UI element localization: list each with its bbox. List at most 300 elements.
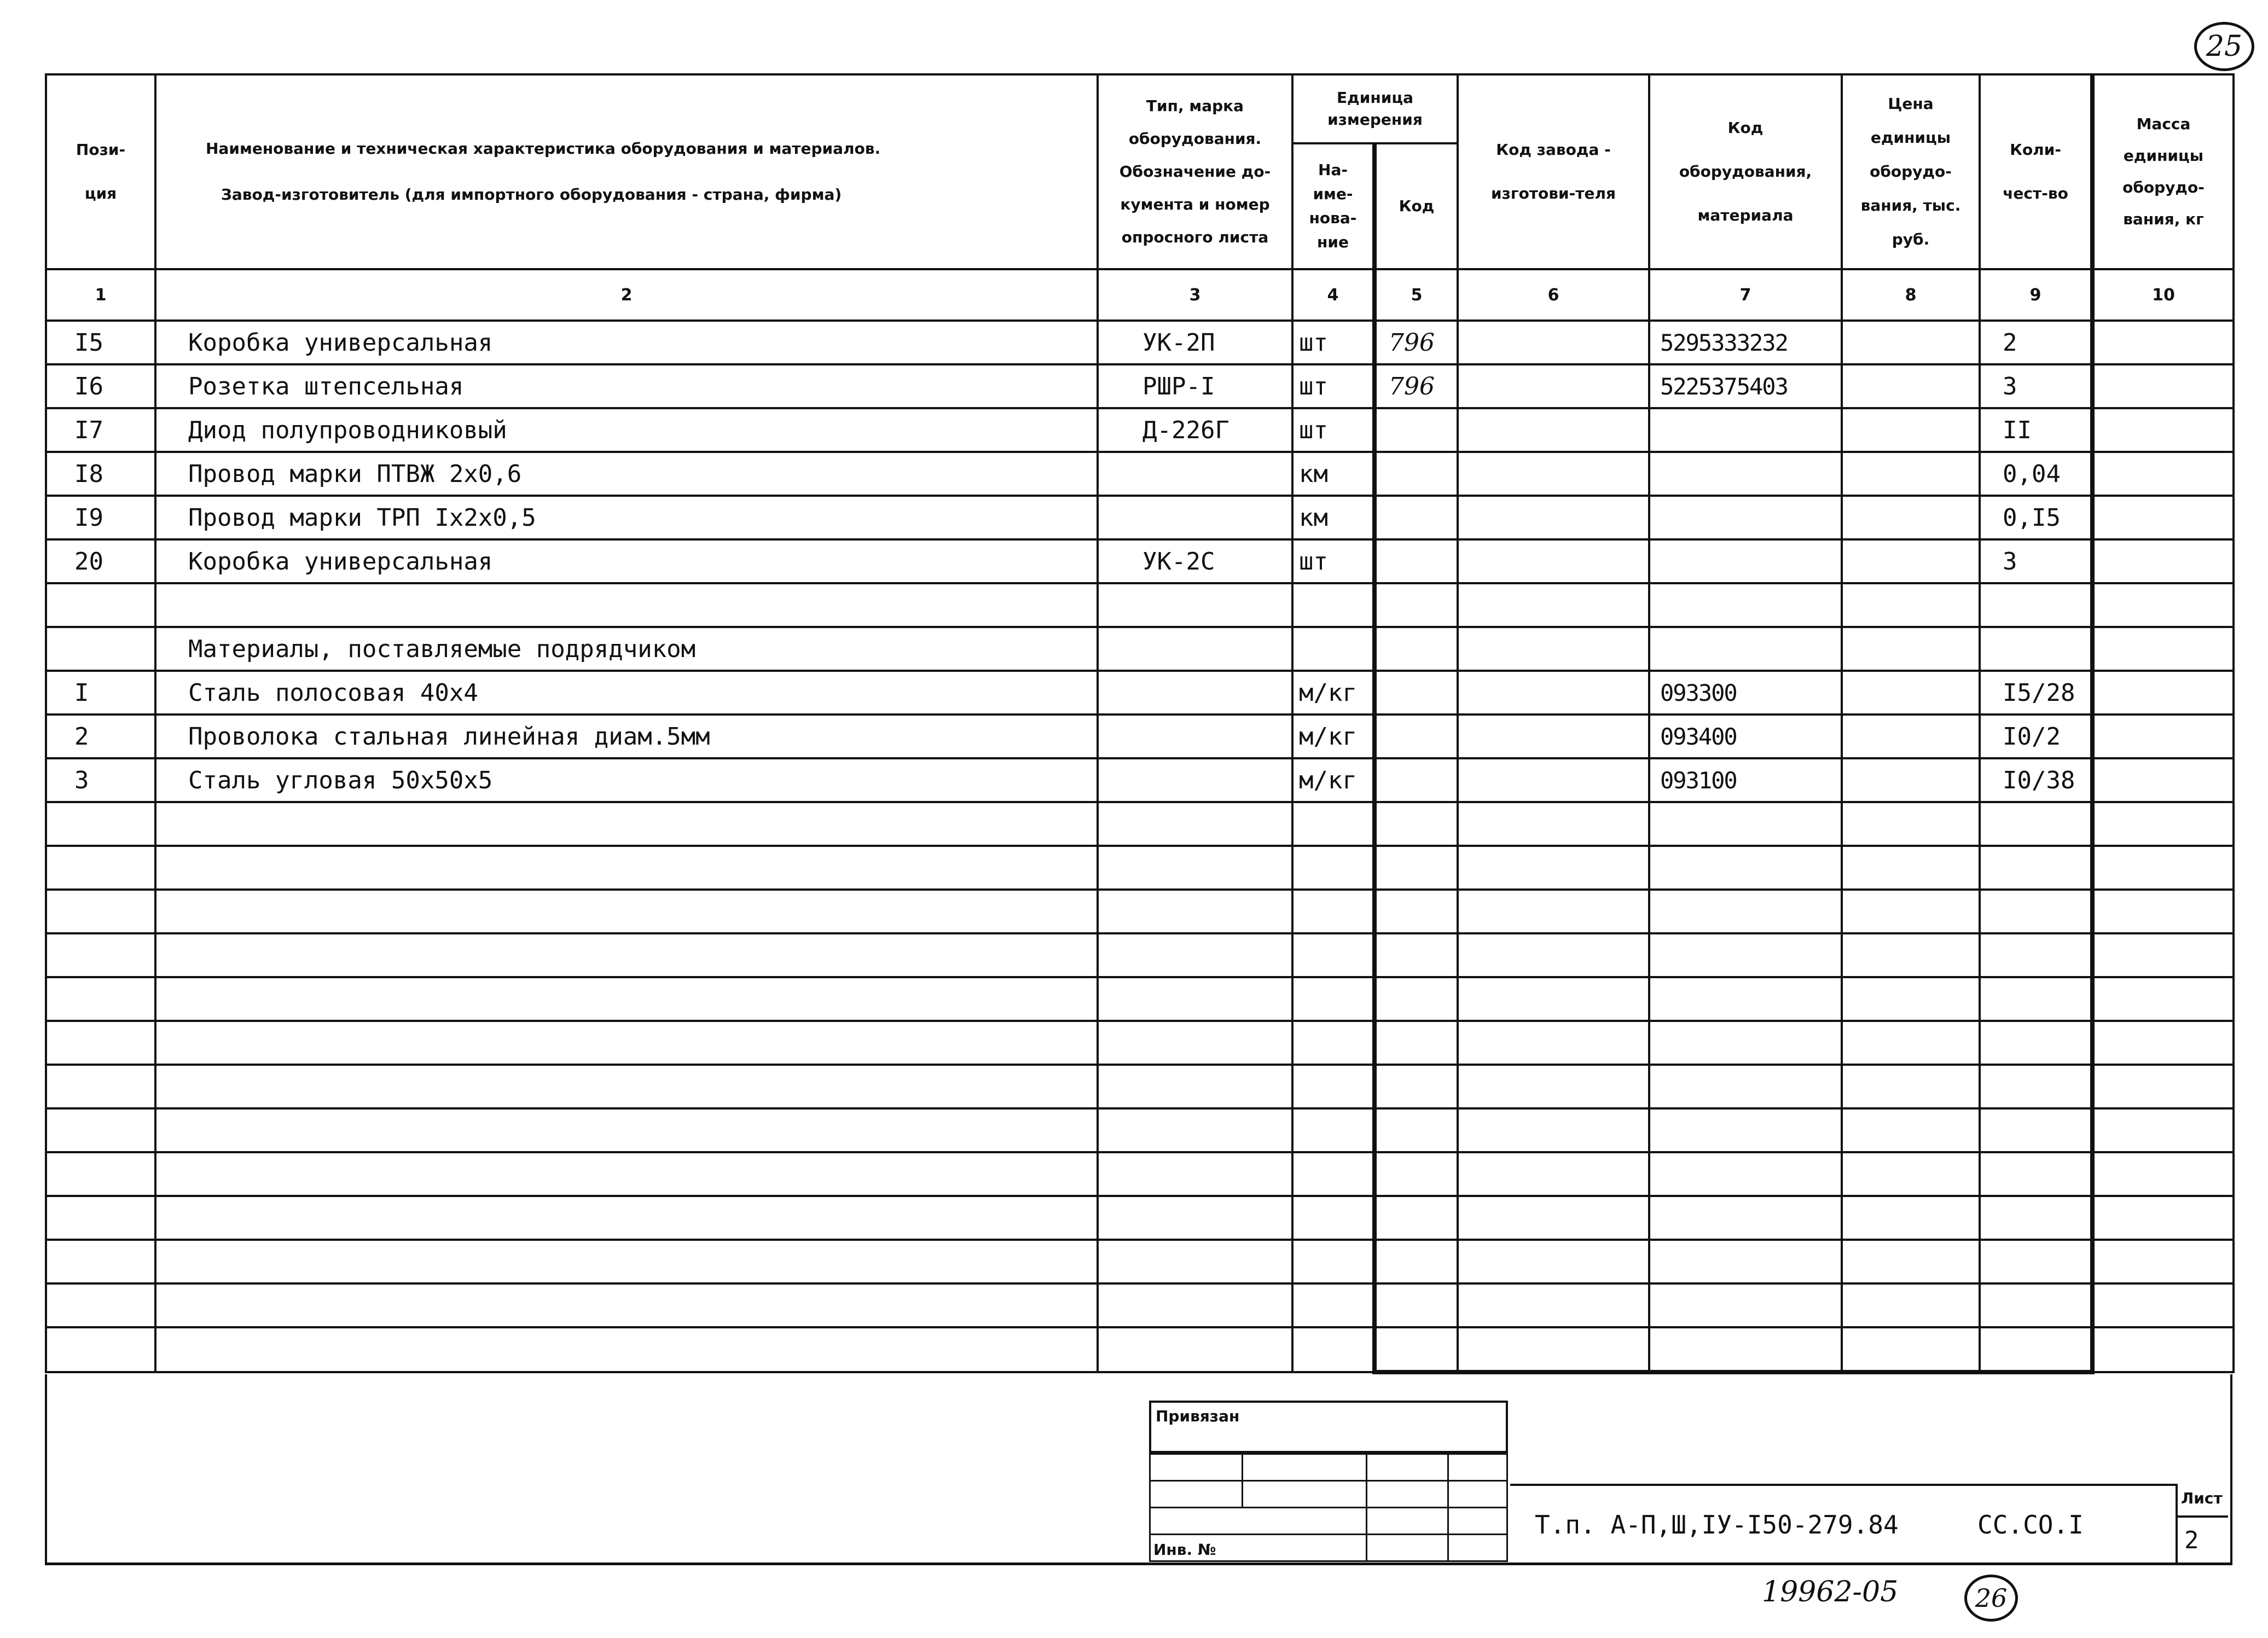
row-unit: м/кг <box>1292 758 1374 802</box>
row-maker-code <box>1458 758 1649 802</box>
header-position: Пози- ция <box>46 74 155 269</box>
row-price <box>1842 715 1980 758</box>
row-mass <box>2092 539 2234 583</box>
row-equipment-code <box>1649 583 1842 627</box>
col-number: 1 <box>46 269 155 321</box>
header-unit-code: Код <box>1374 143 1458 269</box>
row-name: Розетка штепсельная <box>155 364 1098 408</box>
col-number: 10 <box>2092 269 2234 321</box>
row-type <box>1098 715 1292 758</box>
binding-stamp <box>1149 1401 1510 1565</box>
row-type <box>1098 933 1292 977</box>
row-name <box>155 890 1098 933</box>
row-unit-code <box>1374 627 1458 671</box>
header-quantity: Коли-чест-во <box>1980 74 2092 269</box>
row-unit-code <box>1374 802 1458 846</box>
table-row <box>46 1021 2234 1065</box>
row-price <box>1842 977 1980 1021</box>
row-unit: шт <box>1292 408 1374 452</box>
row-equipment-code <box>1649 1021 1842 1065</box>
row-equipment-code <box>1649 1283 1842 1327</box>
row-mass <box>2092 1327 2234 1372</box>
row-price <box>1842 1108 1980 1152</box>
col-number: 5 <box>1374 269 1458 321</box>
table-row <box>46 846 2234 890</box>
row-maker-code <box>1458 1283 1649 1327</box>
archive-number: 19962-05 <box>1762 1576 1899 1608</box>
row-position <box>46 1196 155 1240</box>
row-unit <box>1292 1240 1374 1283</box>
table-row <box>46 715 2234 758</box>
row-equipment-code <box>1649 496 1842 539</box>
inventory-number-label: Инв. № <box>1153 1541 1216 1559</box>
row-unit: шт <box>1292 364 1374 408</box>
row-maker-code <box>1458 977 1649 1021</box>
row-name <box>155 1327 1098 1372</box>
row-quantity <box>1980 1196 2092 1240</box>
table-row <box>46 1327 2234 1372</box>
row-price <box>1842 1021 1980 1065</box>
row-maker-code <box>1458 1108 1649 1152</box>
row-position <box>46 1021 155 1065</box>
row-unit-code <box>1374 539 1458 583</box>
row-name <box>155 1152 1098 1196</box>
row-unit-code <box>1374 1240 1458 1283</box>
row-equipment-code <box>1649 1108 1842 1152</box>
row-maker-code <box>1458 321 1649 364</box>
row-unit-code: 796 <box>1374 364 1458 408</box>
row-equipment-code <box>1649 1152 1842 1196</box>
row-type <box>1098 496 1292 539</box>
col-number: 4 <box>1292 269 1374 321</box>
row-type <box>1098 583 1292 627</box>
row-mass <box>2092 758 2234 802</box>
row-name: Материалы, поставляемые подрядчиком <box>155 627 1098 671</box>
row-position: I5 <box>46 321 155 364</box>
row-unit-code <box>1374 846 1458 890</box>
specification-table <box>45 73 2235 1374</box>
row-position <box>46 1065 155 1108</box>
row-mass <box>2092 1196 2234 1240</box>
row-unit-code <box>1374 758 1458 802</box>
row-unit <box>1292 977 1374 1021</box>
row-type <box>1098 1283 1292 1327</box>
row-unit-code <box>1374 1327 1458 1372</box>
table-row <box>46 364 2234 408</box>
row-mass <box>2092 933 2234 977</box>
row-unit <box>1292 1152 1374 1196</box>
table-row <box>46 539 2234 583</box>
row-name: Коробка универсальная <box>155 321 1098 364</box>
row-maker-code <box>1458 1196 1649 1240</box>
row-maker-code <box>1458 364 1649 408</box>
row-position: 20 <box>46 539 155 583</box>
row-name <box>155 1283 1098 1327</box>
row-quantity: II <box>1980 408 2092 452</box>
row-unit: км <box>1292 452 1374 496</box>
row-maker-code <box>1458 452 1649 496</box>
row-equipment-code <box>1649 627 1842 671</box>
row-name: Сталь угловая 50х50х5 <box>155 758 1098 802</box>
row-quantity: I5/28 <box>1980 671 2092 715</box>
row-position <box>46 846 155 890</box>
row-maker-code <box>1458 671 1649 715</box>
table-row <box>46 933 2234 977</box>
row-price <box>1842 583 1980 627</box>
row-type: УК-2С <box>1098 539 1292 583</box>
row-position <box>46 1327 155 1372</box>
header-type: Тип, марка оборудования. Обозначение до-кумента и номер опросного листа <box>1098 74 1292 269</box>
row-unit-code <box>1374 452 1458 496</box>
col-number: 3 <box>1098 269 1292 321</box>
row-position: 2 <box>46 715 155 758</box>
table-row <box>46 408 2234 452</box>
row-price <box>1842 846 1980 890</box>
row-quantity <box>1980 802 2092 846</box>
row-price <box>1842 364 1980 408</box>
row-type: УК-2П <box>1098 321 1292 364</box>
sheet-divider <box>2176 1515 2228 1518</box>
row-maker-code <box>1458 627 1649 671</box>
row-quantity <box>1980 1240 2092 1283</box>
row-name: Провод марки ПТВЖ 2х0,6 <box>155 452 1098 496</box>
row-maker-code <box>1458 802 1649 846</box>
row-equipment-code <box>1649 539 1842 583</box>
row-maker-code <box>1458 890 1649 933</box>
col-number: 2 <box>155 269 1098 321</box>
row-position <box>46 1152 155 1196</box>
row-type <box>1098 758 1292 802</box>
row-maker-code <box>1458 715 1649 758</box>
sheet-label: Лист <box>2181 1489 2223 1507</box>
row-equipment-code: 5295333232 <box>1649 321 1842 364</box>
row-mass <box>2092 1283 2234 1327</box>
row-unit: м/кг <box>1292 715 1374 758</box>
row-name <box>155 977 1098 1021</box>
row-equipment-code: 093400 <box>1649 715 1842 758</box>
row-type <box>1098 1065 1292 1108</box>
row-position <box>46 627 155 671</box>
row-equipment-code: 093100 <box>1649 758 1842 802</box>
row-mass <box>2092 627 2234 671</box>
row-type <box>1098 1108 1292 1152</box>
row-type <box>1098 1327 1292 1372</box>
row-type <box>1098 1196 1292 1240</box>
row-unit-code <box>1374 715 1458 758</box>
row-unit <box>1292 583 1374 627</box>
row-name: Провод марки ТРП Iх2х0,5 <box>155 496 1098 539</box>
row-quantity <box>1980 1065 2092 1108</box>
row-type: РШР-I <box>1098 364 1292 408</box>
row-mass <box>2092 1152 2234 1196</box>
row-price <box>1842 1196 1980 1240</box>
row-type: Д-226Г <box>1098 408 1292 452</box>
row-mass <box>2092 1108 2234 1152</box>
table-row <box>46 758 2234 802</box>
table-row <box>46 1065 2234 1108</box>
row-equipment-code <box>1649 846 1842 890</box>
row-price <box>1842 758 1980 802</box>
row-unit: км <box>1292 496 1374 539</box>
row-price <box>1842 802 1980 846</box>
row-maker-code <box>1458 933 1649 977</box>
row-equipment-code: 093300 <box>1649 671 1842 715</box>
row-mass <box>2092 583 2234 627</box>
row-maker-code <box>1458 1152 1649 1196</box>
row-equipment-code <box>1649 977 1842 1021</box>
row-position <box>46 1240 155 1283</box>
stamp-title: Привязан <box>1149 1401 1508 1453</box>
row-unit: шт <box>1292 321 1374 364</box>
row-name <box>155 1108 1098 1152</box>
row-name <box>155 1196 1098 1240</box>
row-unit <box>1292 1283 1374 1327</box>
row-name <box>155 933 1098 977</box>
row-equipment-code <box>1649 890 1842 933</box>
row-type <box>1098 1152 1292 1196</box>
row-name: Диод полупроводниковый <box>155 408 1098 452</box>
row-type <box>1098 802 1292 846</box>
table-row <box>46 496 2234 539</box>
row-unit <box>1292 1327 1374 1372</box>
row-price <box>1842 1065 1980 1108</box>
row-unit <box>1292 846 1374 890</box>
row-maker-code <box>1458 1327 1649 1372</box>
row-position: I6 <box>46 364 155 408</box>
row-mass <box>2092 452 2234 496</box>
header-mass: Масса единицы оборудо-вания, кг <box>2092 74 2234 269</box>
document-section-code: СС.СО.I <box>1977 1510 2084 1540</box>
row-mass <box>2092 321 2234 364</box>
row-unit <box>1292 1196 1374 1240</box>
header-unit-name: На-име-нова-ние <box>1292 143 1374 269</box>
table-row <box>46 890 2234 933</box>
row-position <box>46 977 155 1021</box>
row-quantity <box>1980 1327 2092 1372</box>
row-type <box>1098 890 1292 933</box>
row-quantity: 3 <box>1980 539 2092 583</box>
row-quantity: 0,04 <box>1980 452 2092 496</box>
row-equipment-code <box>1649 1327 1842 1372</box>
row-name: Проволока стальная линейная диам.5мм <box>155 715 1098 758</box>
row-unit-code <box>1374 583 1458 627</box>
row-unit-code <box>1374 1196 1458 1240</box>
row-unit <box>1292 1065 1374 1108</box>
row-name <box>155 1065 1098 1108</box>
row-equipment-code <box>1649 1196 1842 1240</box>
row-unit-code <box>1374 1283 1458 1327</box>
header-name <box>155 74 1098 269</box>
row-unit: шт <box>1292 539 1374 583</box>
row-unit-code <box>1374 1021 1458 1065</box>
row-mass <box>2092 802 2234 846</box>
table-row <box>46 452 2234 496</box>
row-maker-code <box>1458 846 1649 890</box>
row-price <box>1842 1240 1980 1283</box>
row-position: I <box>46 671 155 715</box>
table-row <box>46 671 2234 715</box>
row-position <box>46 1108 155 1152</box>
table-row <box>46 1283 2234 1327</box>
row-unit: м/кг <box>1292 671 1374 715</box>
row-unit <box>1292 1108 1374 1152</box>
table-row <box>46 977 2234 1021</box>
row-unit <box>1292 933 1374 977</box>
header-unit: Единица измерения <box>1292 74 1458 143</box>
row-maker-code <box>1458 1240 1649 1283</box>
table-body <box>46 321 2234 1372</box>
row-price <box>1842 933 1980 977</box>
row-price <box>1842 1327 1980 1372</box>
row-position <box>46 583 155 627</box>
row-equipment-code <box>1649 802 1842 846</box>
row-equipment-code <box>1649 1240 1842 1283</box>
header-name-line1: Наименование и техническая характеристика оборудования и материалов. <box>206 140 881 158</box>
row-mass <box>2092 496 2234 539</box>
col-number: 7 <box>1649 269 1842 321</box>
row-mass <box>2092 715 2234 758</box>
table-row <box>46 1152 2234 1196</box>
row-quantity <box>1980 1021 2092 1065</box>
row-quantity: 3 <box>1980 364 2092 408</box>
row-type <box>1098 1021 1292 1065</box>
row-type <box>1098 977 1292 1021</box>
row-mass <box>2092 1065 2234 1108</box>
row-type <box>1098 846 1292 890</box>
row-price <box>1842 671 1980 715</box>
table-row <box>46 1240 2234 1283</box>
row-quantity: 0,I5 <box>1980 496 2092 539</box>
row-unit-code <box>1374 408 1458 452</box>
row-maker-code <box>1458 583 1649 627</box>
row-quantity: I0/38 <box>1980 758 2092 802</box>
row-maker-code <box>1458 408 1649 452</box>
row-unit <box>1292 890 1374 933</box>
row-price <box>1842 496 1980 539</box>
row-mass <box>2092 1240 2234 1283</box>
row-unit-code <box>1374 1152 1458 1196</box>
row-unit <box>1292 1021 1374 1065</box>
header-equipment-code: Код оборудования, материала <box>1649 74 1842 269</box>
row-unit-code: 796 <box>1374 321 1458 364</box>
row-mass <box>2092 846 2234 890</box>
row-position: I9 <box>46 496 155 539</box>
row-quantity <box>1980 1283 2092 1327</box>
row-maker-code <box>1458 539 1649 583</box>
row-unit-code <box>1374 671 1458 715</box>
table-row <box>46 627 2234 671</box>
row-unit-code <box>1374 1065 1458 1108</box>
page-number-bottom-stamp: 26 <box>1964 1575 2018 1622</box>
row-price <box>1842 408 1980 452</box>
col-number: 8 <box>1842 269 1980 321</box>
row-unit-code <box>1374 977 1458 1021</box>
row-position: 3 <box>46 758 155 802</box>
row-type <box>1098 671 1292 715</box>
row-name <box>155 1021 1098 1065</box>
row-quantity <box>1980 933 2092 977</box>
row-type <box>1098 452 1292 496</box>
row-mass <box>2092 408 2234 452</box>
row-equipment-code <box>1649 933 1842 977</box>
row-unit-code <box>1374 933 1458 977</box>
row-mass <box>2092 364 2234 408</box>
row-position <box>46 802 155 846</box>
row-name <box>155 802 1098 846</box>
row-price <box>1842 1152 1980 1196</box>
row-name <box>155 846 1098 890</box>
sheet-number: 2 <box>2184 1526 2199 1554</box>
page-number-top-stamp: 25 <box>2194 22 2254 71</box>
document-code: Т.п. А-П,Ш,IУ-I50-279.84 <box>1535 1510 1899 1540</box>
row-equipment-code <box>1649 1065 1842 1108</box>
row-name <box>155 583 1098 627</box>
table-row <box>46 802 2234 846</box>
row-quantity <box>1980 846 2092 890</box>
row-name <box>155 1240 1098 1283</box>
row-position <box>46 933 155 977</box>
row-price <box>1842 1283 1980 1327</box>
row-equipment-code <box>1649 408 1842 452</box>
row-equipment-code: 5225375403 <box>1649 364 1842 408</box>
row-unit-code <box>1374 890 1458 933</box>
table-row <box>46 1108 2234 1152</box>
header-price: Цена единицы оборудо-вания, тыс. руб. <box>1842 74 1980 269</box>
row-mass <box>2092 977 2234 1021</box>
row-quantity <box>1980 583 2092 627</box>
table-row <box>46 583 2234 627</box>
row-maker-code <box>1458 1021 1649 1065</box>
row-position <box>46 1283 155 1327</box>
row-type <box>1098 1240 1292 1283</box>
row-type <box>1098 627 1292 671</box>
row-quantity: I0/2 <box>1980 715 2092 758</box>
col-number: 6 <box>1458 269 1649 321</box>
row-name: Сталь полосовая 40х4 <box>155 671 1098 715</box>
row-mass <box>2092 890 2234 933</box>
row-quantity: 2 <box>1980 321 2092 364</box>
row-mass <box>2092 1021 2234 1065</box>
row-unit <box>1292 627 1374 671</box>
row-quantity <box>1980 977 2092 1021</box>
row-maker-code <box>1458 496 1649 539</box>
row-unit-code <box>1374 1108 1458 1152</box>
row-price <box>1842 321 1980 364</box>
row-price <box>1842 539 1980 583</box>
row-quantity <box>1980 1152 2092 1196</box>
row-maker-code <box>1458 1065 1649 1108</box>
row-position <box>46 890 155 933</box>
table-row <box>46 321 2234 364</box>
row-price <box>1842 452 1980 496</box>
row-unit <box>1292 802 1374 846</box>
row-price <box>1842 890 1980 933</box>
row-position: I7 <box>46 408 155 452</box>
row-quantity <box>1980 1108 2092 1152</box>
table-row <box>46 1196 2234 1240</box>
row-price <box>1842 627 1980 671</box>
header-maker-code: Код завода - изготови-теля <box>1458 74 1649 269</box>
row-position: I8 <box>46 452 155 496</box>
row-name: Коробка универсальная <box>155 539 1098 583</box>
header-name-line2: Завод-изготовитель (для импортного оборудования - страна, фирма) <box>221 185 842 204</box>
row-equipment-code <box>1649 452 1842 496</box>
row-unit-code <box>1374 496 1458 539</box>
row-quantity <box>1980 890 2092 933</box>
row-quantity <box>1980 627 2092 671</box>
col-number: 9 <box>1980 269 2092 321</box>
row-mass <box>2092 671 2234 715</box>
